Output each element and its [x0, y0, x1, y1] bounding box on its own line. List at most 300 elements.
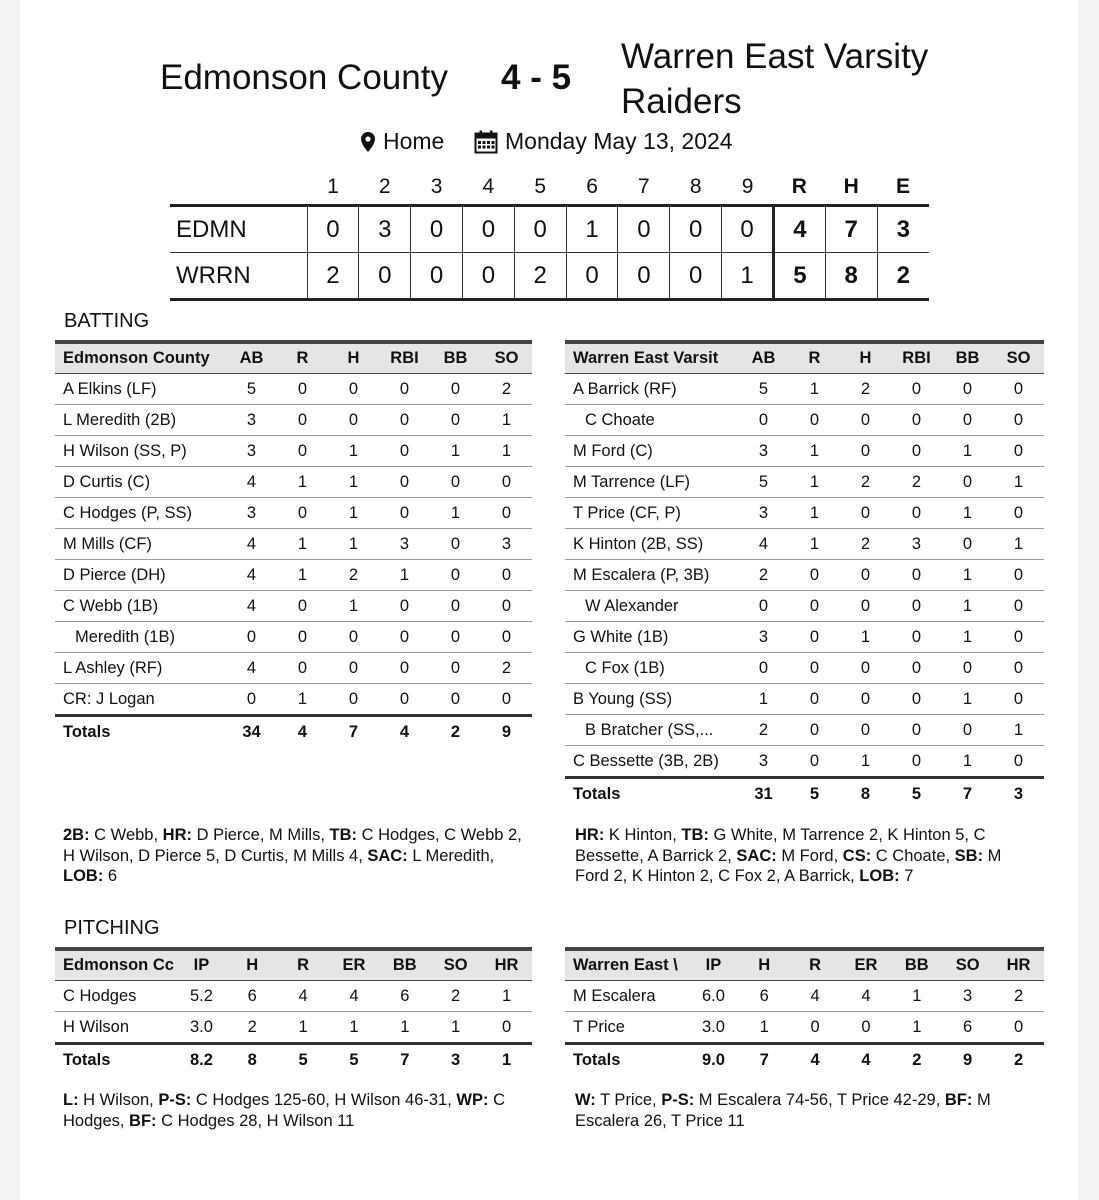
home-batting-table — [565, 340, 1044, 809]
totals-cell: 8.2 — [176, 1044, 227, 1076]
note-value: C Hodges, — [63, 1091, 510, 1130]
stat-cell: 1 — [481, 405, 532, 436]
team-column-header: Edmonson Cc — [63, 956, 174, 974]
stat-column-header: ER — [854, 956, 878, 974]
note-value: 6 — [103, 867, 118, 885]
inning-header: 4 — [482, 175, 495, 198]
inning-runs: 0 — [566, 253, 618, 300]
stat-cell: 1 — [993, 529, 1044, 560]
stat-column-header: RBI — [390, 349, 419, 367]
player-name: H Wilson (SS, P) — [55, 436, 226, 467]
stat-cell: 4 — [738, 529, 789, 560]
player-row — [55, 591, 532, 622]
batting-section-title: BATTING — [64, 310, 150, 332]
inning-runs: 2 — [514, 253, 566, 300]
totals-cell: 8 — [840, 778, 891, 810]
linescore — [170, 170, 929, 301]
stat-cell: 0 — [738, 405, 789, 436]
stat-cell: 1 — [993, 715, 1044, 746]
note-key: L: — [63, 1091, 79, 1109]
linescore-row — [170, 206, 929, 253]
player-name: G White (1B) — [565, 622, 738, 653]
inning-runs: 0 — [670, 253, 722, 300]
stat-cell: 0 — [840, 653, 891, 684]
note-key: W: — [575, 1091, 596, 1109]
note-value: M Escalera 74-56, T Price 42-29, — [694, 1091, 945, 1109]
stat-cell: 0 — [277, 653, 328, 684]
totals-cell: 4 — [841, 1044, 892, 1076]
stat-cell: 0 — [891, 560, 942, 591]
note-key: P-S: — [661, 1091, 695, 1109]
stat-cell: 0 — [891, 498, 942, 529]
stat-cell: 1 — [789, 529, 840, 560]
totals-label: Totals — [565, 1044, 688, 1076]
stat-cell: 1 — [430, 436, 481, 467]
player-name: B Young (SS) — [565, 684, 738, 715]
stat-cell: 2 — [993, 981, 1044, 1012]
stat-column-header: H — [246, 956, 259, 974]
stat-header-row — [55, 342, 532, 374]
player-name: C Hodges (P, SS) — [55, 498, 226, 529]
stat-cell: 0 — [840, 498, 891, 529]
stat-column-header: R — [808, 349, 821, 367]
stat-cell: 0 — [993, 684, 1044, 715]
stat-cell: 0 — [840, 715, 891, 746]
stat-cell: 0 — [328, 405, 379, 436]
stat-cell: 6 — [739, 981, 790, 1012]
stat-cell: 0 — [379, 684, 430, 716]
player-row — [565, 684, 1044, 715]
stat-cell: 4 — [278, 981, 329, 1012]
stat-cell: 0 — [840, 436, 891, 467]
totals-cell: 1 — [481, 1044, 532, 1076]
note-key: SAC: — [736, 846, 777, 865]
stat-cell: 0 — [430, 591, 481, 622]
stat-cell: 1 — [328, 498, 379, 529]
stat-cell: 1 — [328, 529, 379, 560]
player-name: M Escalera — [565, 981, 688, 1012]
player-name: D Curtis (C) — [55, 467, 226, 498]
stat-header-row — [565, 949, 1044, 981]
totals-cell: 4 — [277, 716, 328, 748]
player-name: A Barrick (RF) — [565, 374, 738, 405]
player-name: C Hodges — [55, 981, 176, 1012]
hits-total: 8 — [825, 253, 877, 300]
inning-runs: 0 — [670, 206, 722, 253]
note-value: C Hodges 125-60, H Wilson 46-31, — [191, 1091, 457, 1109]
stat-cell: 1 — [739, 1012, 790, 1044]
stat-column-header: AB — [239, 349, 264, 367]
inning-header: 9 — [741, 175, 754, 198]
stat-cell: 1 — [789, 436, 840, 467]
stat-cell: 1 — [328, 591, 379, 622]
note-value: D Pierce, M Mills, — [191, 826, 330, 844]
linescore-team: WRRN — [170, 253, 307, 300]
home-batting-notes — [575, 825, 1035, 887]
stat-cell: 0 — [481, 1012, 532, 1044]
stat-column-header: BB — [955, 349, 980, 367]
stat-cell: 4 — [841, 981, 892, 1012]
totals-cell: 3 — [993, 778, 1044, 810]
player-name: C Choate — [565, 405, 738, 436]
stat-column-header: IP — [193, 956, 210, 974]
stat-column-header: BB — [392, 956, 417, 974]
totals-cell: 2 — [993, 1044, 1044, 1076]
stat-cell: 0 — [840, 684, 891, 715]
stat-cell: 0 — [993, 436, 1044, 467]
note-key: 2B: — [63, 826, 90, 844]
stat-cell: 2 — [328, 560, 379, 591]
player-name: A Elkins (LF) — [55, 374, 226, 405]
stat-cell: 3 — [738, 436, 789, 467]
player-row — [55, 529, 532, 560]
note-value: H Wilson, — [78, 1091, 159, 1109]
totals-cell: 31 — [738, 778, 789, 810]
stat-cell: 0 — [942, 715, 993, 746]
note-key: HR: — [575, 826, 605, 844]
note-key: BF: — [944, 1091, 973, 1109]
stat-cell: 3 — [891, 529, 942, 560]
stat-cell: 0 — [430, 405, 481, 436]
stat-cell: 0 — [430, 529, 481, 560]
stat-cell: 0 — [840, 560, 891, 591]
stat-cell: 0 — [379, 653, 430, 684]
stat-cell: 2 — [891, 467, 942, 498]
stat-cell: 0 — [891, 374, 942, 405]
note-key: LOB: — [859, 867, 900, 885]
totals-cell: 34 — [226, 716, 277, 748]
stat-cell: 3.0 — [688, 1012, 739, 1044]
totals-row — [55, 1044, 532, 1076]
final-score: 4 - 5 — [501, 58, 572, 97]
inning-header: 7 — [638, 175, 650, 198]
game-date — [474, 128, 733, 155]
stat-cell: 1 — [328, 467, 379, 498]
note-value: C Hodges, C Webb 2, H Wilson, D Pierce 5, D Curtis, M Mills 4, — [63, 826, 527, 865]
stat-cell: 3.0 — [176, 1012, 227, 1044]
stat-cell: 0 — [277, 374, 328, 405]
player-row — [565, 436, 1044, 467]
stat-column-header: SO — [1006, 349, 1031, 367]
player-name: B Bratcher (SS,... — [565, 715, 738, 746]
note-key: WP: — [456, 1091, 489, 1109]
errors-total: 3 — [877, 206, 929, 253]
stat-column-header: R — [809, 956, 822, 974]
inning-runs: 0 — [307, 206, 359, 253]
totals-cell: 7 — [942, 778, 993, 810]
note-value: C Webb, — [89, 826, 163, 844]
note-value: G White, M Tarrence 2, K Hinton 5, C Bessette, A Barrick 2, — [575, 826, 991, 865]
linescore-team: EDMN — [176, 215, 247, 243]
player-row — [55, 498, 532, 529]
stat-cell: 3 — [738, 746, 789, 778]
stat-cell: 0 — [789, 653, 840, 684]
stat-cell: 0 — [789, 405, 840, 436]
stat-cell: 0 — [891, 715, 942, 746]
stat-cell: 3 — [226, 498, 277, 529]
stat-cell: 1 — [329, 1012, 380, 1044]
stat-cell: 2 — [738, 715, 789, 746]
note-value: K Hinton, — [604, 826, 682, 844]
player-name: L Ashley (RF) — [55, 653, 226, 684]
stat-cell: 0 — [430, 374, 481, 405]
inning-runs: 0 — [722, 206, 774, 253]
player-row — [55, 1012, 532, 1044]
errors-total: 2 — [877, 253, 929, 300]
linescore-header-row — [170, 170, 929, 206]
stat-cell: 0 — [226, 684, 277, 716]
note-key: LOB: — [63, 867, 104, 885]
totals-cell: 9 — [481, 716, 532, 748]
stat-cell: 4 — [226, 560, 277, 591]
stat-cell: 0 — [430, 467, 481, 498]
runs-total: 5 — [773, 253, 825, 300]
stat-cell: 0 — [891, 684, 942, 715]
stat-cell: 1 — [942, 591, 993, 622]
stat-column-header: BB — [904, 956, 929, 974]
stat-cell: 1 — [942, 684, 993, 715]
inning-runs: 2 — [307, 253, 359, 300]
stat-cell: 0 — [891, 653, 942, 684]
totals-cell: 9 — [942, 1044, 993, 1076]
note-key: CS: — [842, 846, 872, 865]
stat-cell: 0 — [328, 684, 379, 716]
stat-cell: 2 — [738, 560, 789, 591]
totals-label: Totals — [55, 1044, 176, 1076]
totals-label: Totals — [565, 778, 738, 810]
inning-runs: 1 — [722, 253, 774, 300]
stat-cell: 2 — [840, 374, 891, 405]
location-label: Home — [383, 128, 445, 154]
stat-cell: 0 — [328, 374, 379, 405]
stat-cell: 0 — [430, 622, 481, 653]
inning-runs: 0 — [514, 206, 566, 253]
stat-cell: 0 — [430, 560, 481, 591]
stat-cell: 1 — [430, 1012, 481, 1044]
stat-cell: 2 — [481, 374, 532, 405]
stat-cell: 0 — [891, 746, 942, 778]
player-row — [565, 560, 1044, 591]
home-team-name: Warren East Varsity Raiders — [621, 37, 929, 121]
box-score-page — [20, 0, 1078, 1200]
stat-cell: 0 — [481, 622, 532, 653]
stat-cell: 0 — [891, 622, 942, 653]
stat-column-header: RBI — [902, 349, 931, 367]
stat-column-header: SO — [955, 956, 980, 974]
player-row — [55, 436, 532, 467]
stat-cell: 1 — [430, 498, 481, 529]
stat-column-header: HR — [1006, 956, 1031, 974]
note-key: HR: — [162, 826, 192, 844]
stat-cell: 1 — [942, 436, 993, 467]
stat-cell: 0 — [840, 591, 891, 622]
player-name: CR: J Logan — [55, 684, 226, 716]
player-name: D Pierce (DH) — [55, 560, 226, 591]
stat-cell: 3 — [226, 405, 277, 436]
totals-cell: 5 — [789, 778, 840, 810]
stat-cell: 1 — [277, 467, 328, 498]
stat-cell: 6.0 — [688, 981, 739, 1012]
player-row — [565, 653, 1044, 684]
totals-cell: 3 — [430, 1044, 481, 1076]
stat-column-header: HR — [494, 956, 519, 974]
stat-cell: 0 — [277, 405, 328, 436]
stat-cell: 4 — [226, 591, 277, 622]
stat-cell: 0 — [993, 374, 1044, 405]
stat-column-header: SO — [494, 349, 519, 367]
stat-cell: 1 — [942, 746, 993, 778]
player-row — [565, 622, 1044, 653]
stat-cell: 1 — [840, 622, 891, 653]
stat-cell: 1 — [789, 498, 840, 529]
player-name: M Tarrence (LF) — [565, 467, 738, 498]
stat-cell: 0 — [789, 560, 840, 591]
stat-cell: 2 — [840, 467, 891, 498]
stat-cell: 4 — [226, 653, 277, 684]
inning-header: 2 — [378, 175, 391, 198]
stat-cell: 1 — [277, 529, 328, 560]
stat-cell: 0 — [379, 467, 430, 498]
note-value: M Ford 2, K Hinton 2, C Fox 2, A Barrick, — [575, 846, 1007, 885]
hits-header: H — [843, 175, 859, 198]
player-name: C Bessette (3B, 2B) — [565, 746, 738, 778]
stat-cell: 3 — [738, 622, 789, 653]
totals-cell: 4 — [379, 716, 430, 748]
stat-cell: 0 — [789, 591, 840, 622]
stat-cell: 0 — [328, 653, 379, 684]
inning-header: 5 — [534, 175, 547, 198]
totals-cell: 9.0 — [688, 1044, 739, 1076]
stat-cell: 0 — [379, 436, 430, 467]
stat-cell: 1 — [278, 1012, 329, 1044]
stat-cell: 6 — [227, 981, 278, 1012]
away-pitching-table — [55, 947, 532, 1075]
player-row — [565, 746, 1044, 778]
stat-cell: 0 — [430, 653, 481, 684]
stat-cell: 6 — [379, 981, 430, 1012]
stat-cell: 1 — [328, 436, 379, 467]
player-row — [565, 374, 1044, 405]
runs-header: R — [791, 175, 807, 198]
stat-cell: 5 — [738, 374, 789, 405]
note-value: 7 — [899, 867, 914, 885]
stat-cell: 0 — [993, 746, 1044, 778]
note-key: BF: — [129, 1111, 157, 1130]
away-pitching-notes — [63, 1090, 523, 1131]
note-value: L Meredith, — [407, 846, 499, 865]
stat-cell: 0 — [738, 653, 789, 684]
stat-cell: 0 — [942, 405, 993, 436]
stat-column-header: BB — [443, 349, 468, 367]
player-row — [565, 1012, 1044, 1044]
pitching-section-title: PITCHING — [64, 917, 160, 939]
stat-cell: 0 — [993, 560, 1044, 591]
stat-column-header: SO — [443, 956, 468, 974]
stat-cell: 0 — [430, 684, 481, 716]
totals-row — [565, 1044, 1044, 1076]
player-row — [55, 622, 532, 653]
stat-cell: 0 — [379, 591, 430, 622]
player-row — [55, 981, 532, 1012]
player-row — [565, 981, 1044, 1012]
stat-cell: 0 — [942, 467, 993, 498]
stat-cell: 1 — [738, 684, 789, 715]
stat-cell: 1 — [993, 467, 1044, 498]
stat-cell: 5 — [738, 467, 789, 498]
stat-cell: 0 — [993, 591, 1044, 622]
stat-cell: 0 — [277, 622, 328, 653]
stat-cell: 3 — [481, 529, 532, 560]
inning-runs: 0 — [462, 206, 514, 253]
stat-cell: 0 — [790, 1012, 841, 1044]
player-row — [55, 653, 532, 684]
away-batting-notes — [63, 825, 527, 887]
map-pin-icon — [360, 131, 376, 153]
stat-cell: 0 — [379, 374, 430, 405]
stat-cell: 0 — [379, 498, 430, 529]
runs-total: 4 — [773, 206, 825, 253]
note-key: TB: — [329, 826, 357, 844]
stat-cell: 1 — [789, 374, 840, 405]
player-row — [55, 467, 532, 498]
player-row — [565, 591, 1044, 622]
stat-cell: 1 — [379, 1012, 430, 1044]
away-team-name: Edmonson County — [160, 58, 448, 97]
stat-cell: 1 — [789, 467, 840, 498]
stat-cell: 3 — [379, 529, 430, 560]
stat-cell: 1 — [481, 981, 532, 1012]
totals-cell: 8 — [227, 1044, 278, 1076]
note-value: M Escalera 26, T Price 11 — [575, 1091, 996, 1130]
totals-row — [55, 716, 532, 748]
stat-cell: 2 — [840, 529, 891, 560]
player-name: W Alexander — [565, 591, 738, 622]
inning-header: 3 — [430, 175, 443, 198]
stat-cell: 0 — [891, 405, 942, 436]
note-key: SB: — [954, 846, 984, 865]
linescore-team-header — [170, 170, 307, 206]
home-pitching-notes — [575, 1090, 1035, 1131]
player-row — [565, 467, 1044, 498]
stat-cell: 0 — [942, 374, 993, 405]
note-key: SAC: — [367, 846, 408, 865]
stat-cell: 0 — [891, 436, 942, 467]
inning-runs: 0 — [411, 206, 463, 253]
totals-cell: 5 — [278, 1044, 329, 1076]
stat-cell: 1 — [891, 1012, 942, 1044]
hits-total: 7 — [825, 206, 877, 253]
totals-cell: 2 — [430, 716, 481, 748]
player-row — [565, 405, 1044, 436]
inning-header: 6 — [586, 175, 598, 198]
inning-runs: 3 — [359, 206, 411, 253]
stat-cell: 4 — [790, 981, 841, 1012]
stat-cell: 0 — [942, 653, 993, 684]
player-name: C Webb (1B) — [55, 591, 226, 622]
inning-runs: 0 — [359, 253, 411, 300]
note-value: C Choate, — [871, 846, 955, 865]
home-pitching-table — [565, 947, 1044, 1075]
stat-cell: 2 — [430, 981, 481, 1012]
team-column-header: Warren East Varsit — [573, 349, 719, 367]
note-value: C Hodges 28, H Wilson 11 — [156, 1111, 355, 1130]
totals-cell: 2 — [891, 1044, 942, 1076]
stat-cell: 0 — [277, 498, 328, 529]
stat-column-header: H — [347, 349, 360, 367]
stat-cell: 0 — [993, 622, 1044, 653]
player-row — [565, 529, 1044, 560]
stat-cell: 1 — [891, 981, 942, 1012]
